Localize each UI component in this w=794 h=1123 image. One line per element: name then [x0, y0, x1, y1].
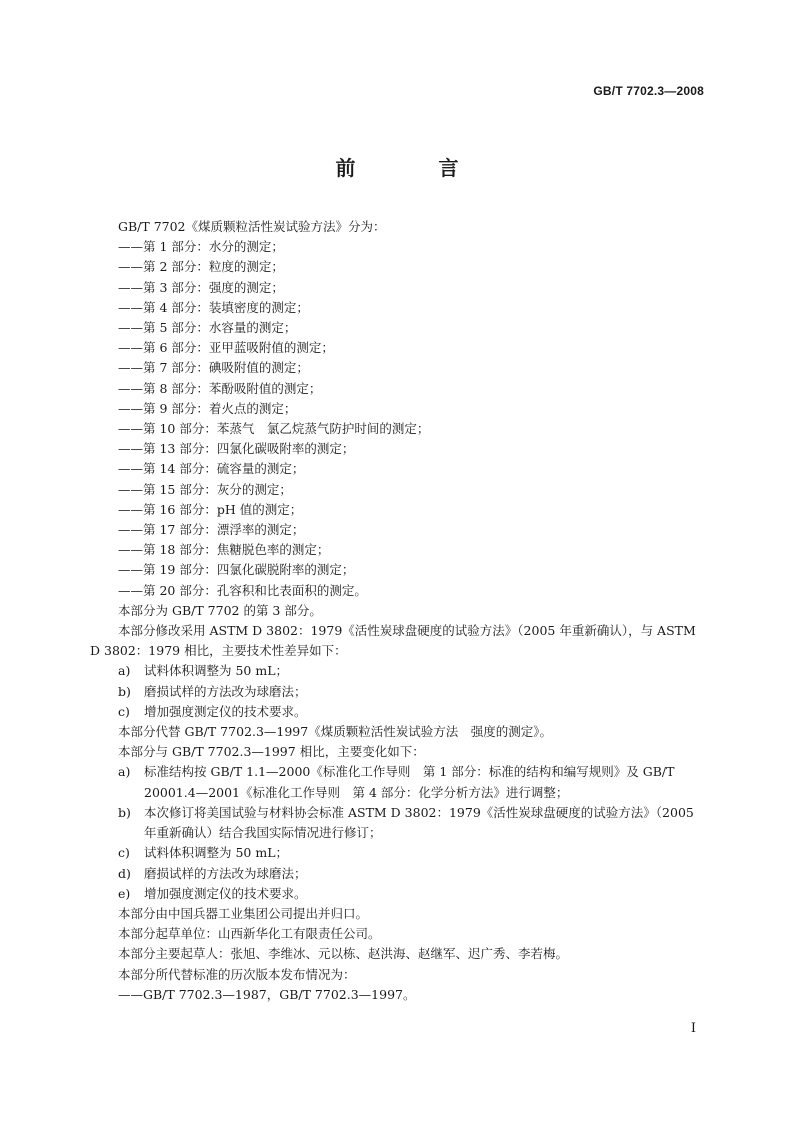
part-item: ——第 17 部分：漂浮率的测定； — [118, 522, 305, 538]
difference-item — [90, 682, 704, 702]
part-item: ——第 7 部分：碘吸附值的测定； — [118, 360, 309, 376]
drafters-text: 本部分主要起草人：张旭、李维冰、元以栋、赵洪海、赵继军、迟广秀、李若梅。 — [118, 946, 569, 962]
difference-item — [90, 661, 704, 681]
difference-item — [90, 702, 704, 722]
part-item: ——第 1 部分：水分的测定； — [118, 239, 284, 255]
item-marker: a) — [118, 663, 131, 679]
part-item: ——第 6 部分：亚甲蓝吸附值的测定； — [118, 340, 334, 356]
part-item: ——第 3 部分：强度的测定； — [118, 279, 284, 295]
foreword-body — [90, 217, 704, 1005]
intro-text: GB/T 7702《煤质颗粒活性炭试验方法》分为： — [118, 219, 386, 234]
item-marker: b) — [118, 683, 131, 699]
part-item: ——第 20 部分：孔容积和比表面积的测定。 — [118, 582, 367, 598]
item-marker: d) — [118, 865, 131, 881]
change-item — [90, 803, 704, 843]
part-item: ——第 19 部分：四氯化碳脱附率的测定； — [118, 562, 355, 578]
item-marker: a) — [118, 764, 131, 780]
change-item — [90, 762, 704, 802]
this-part-text: 本部分为 GB/T 7702 的第 3 部分。 — [118, 602, 322, 618]
item-marker: e) — [118, 885, 131, 901]
changes-intro-text: 本部分与 GB/T 7702.3—1997 相比，主要变化如下： — [118, 744, 425, 760]
item-text: 试料体积调整为 50 mL； — [144, 845, 289, 861]
part-item: ——第 2 部分：粒度的测定； — [118, 259, 284, 275]
part-item: ——第 9 部分：着火点的测定； — [118, 400, 297, 416]
part-item: ——第 18 部分：焦糖脱色率的测定； — [118, 542, 330, 558]
item-text: 磨损试样的方法改为球磨法； — [144, 865, 307, 881]
item-marker: b) — [118, 804, 131, 820]
item-marker: c) — [118, 703, 130, 719]
item-text: 增加强度测定仪的技术要求。 — [144, 885, 307, 901]
replaces-text: 本部分代替 GB/T 7702.3—1997《煤质颗粒活性炭试验方法 强度的测定》。 — [118, 724, 552, 740]
item-text: 试料体积调整为 50 mL； — [144, 663, 289, 679]
part-item: ——第 4 部分：装填密度的测定； — [118, 299, 309, 315]
changes-list — [90, 762, 704, 903]
parts-list — [90, 237, 704, 601]
proposed-by-text: 本部分由中国兵器工业集团公司提出并归口。 — [118, 905, 369, 921]
item-text: 标准结构按 GB/T 1.1—2000《标准化工作导则 第 1 部分：标准的结构和编写规则》及 GB/T 20001.4—2001《标准化工作导则 第 4 部分：化学分析方法》进行调整； — [144, 764, 675, 800]
part-item: ——第 16 部分：pH 值的测定； — [118, 501, 303, 517]
item-marker: c) — [118, 845, 130, 861]
history-intro-text: 本部分所代替标准的历次版本发布情况为： — [118, 966, 356, 982]
change-item — [90, 864, 704, 884]
page-number: I — [690, 1021, 696, 1036]
item-text: 磨损试样的方法改为球磨法； — [144, 683, 307, 699]
part-item: ——第 13 部分：四氯化碳吸附率的测定； — [118, 441, 355, 457]
standard-code: GB/T 7702.3—2008 — [593, 84, 704, 98]
history-text: ——GB/T 7702.3—1987，GB/T 7702.3—1997。 — [118, 986, 416, 1002]
change-item — [90, 884, 704, 904]
part-item: ——第 10 部分：苯蒸气 氯乙烷蒸气防护时间的测定； — [118, 421, 430, 437]
change-item — [90, 843, 704, 863]
part-item: ——第 14 部分：硫容量的测定； — [118, 461, 305, 477]
part-item: ——第 5 部分：水容量的测定； — [118, 320, 297, 336]
item-text: 本次修订将美国试验与材料协会标准 ASTM D 3802：1979《活性炭球盘硬度的试验方法》（2005 年重新确认）结合我国实际情况进行修订； — [144, 804, 694, 841]
item-text: 增加强度测定仪的技术要求。 — [144, 703, 307, 719]
part-item: ——第 15 部分：灰分的测定； — [118, 481, 292, 497]
part-item: ——第 8 部分：苯酚吸附值的测定； — [118, 380, 322, 396]
drafting-unit-text: 本部分起草单位：山西新华化工有限责任公司。 — [118, 926, 381, 942]
page-title: 前 言 — [335, 156, 497, 180]
differences-list — [90, 661, 704, 722]
adoption-text: 本部分修改采用 ASTM D 3802：1979《活性炭球盘硬度的试验方法》（2005 年重新确认），与 ASTM D 3802：1979 相比，主要技术性差异如下： — [90, 623, 696, 659]
